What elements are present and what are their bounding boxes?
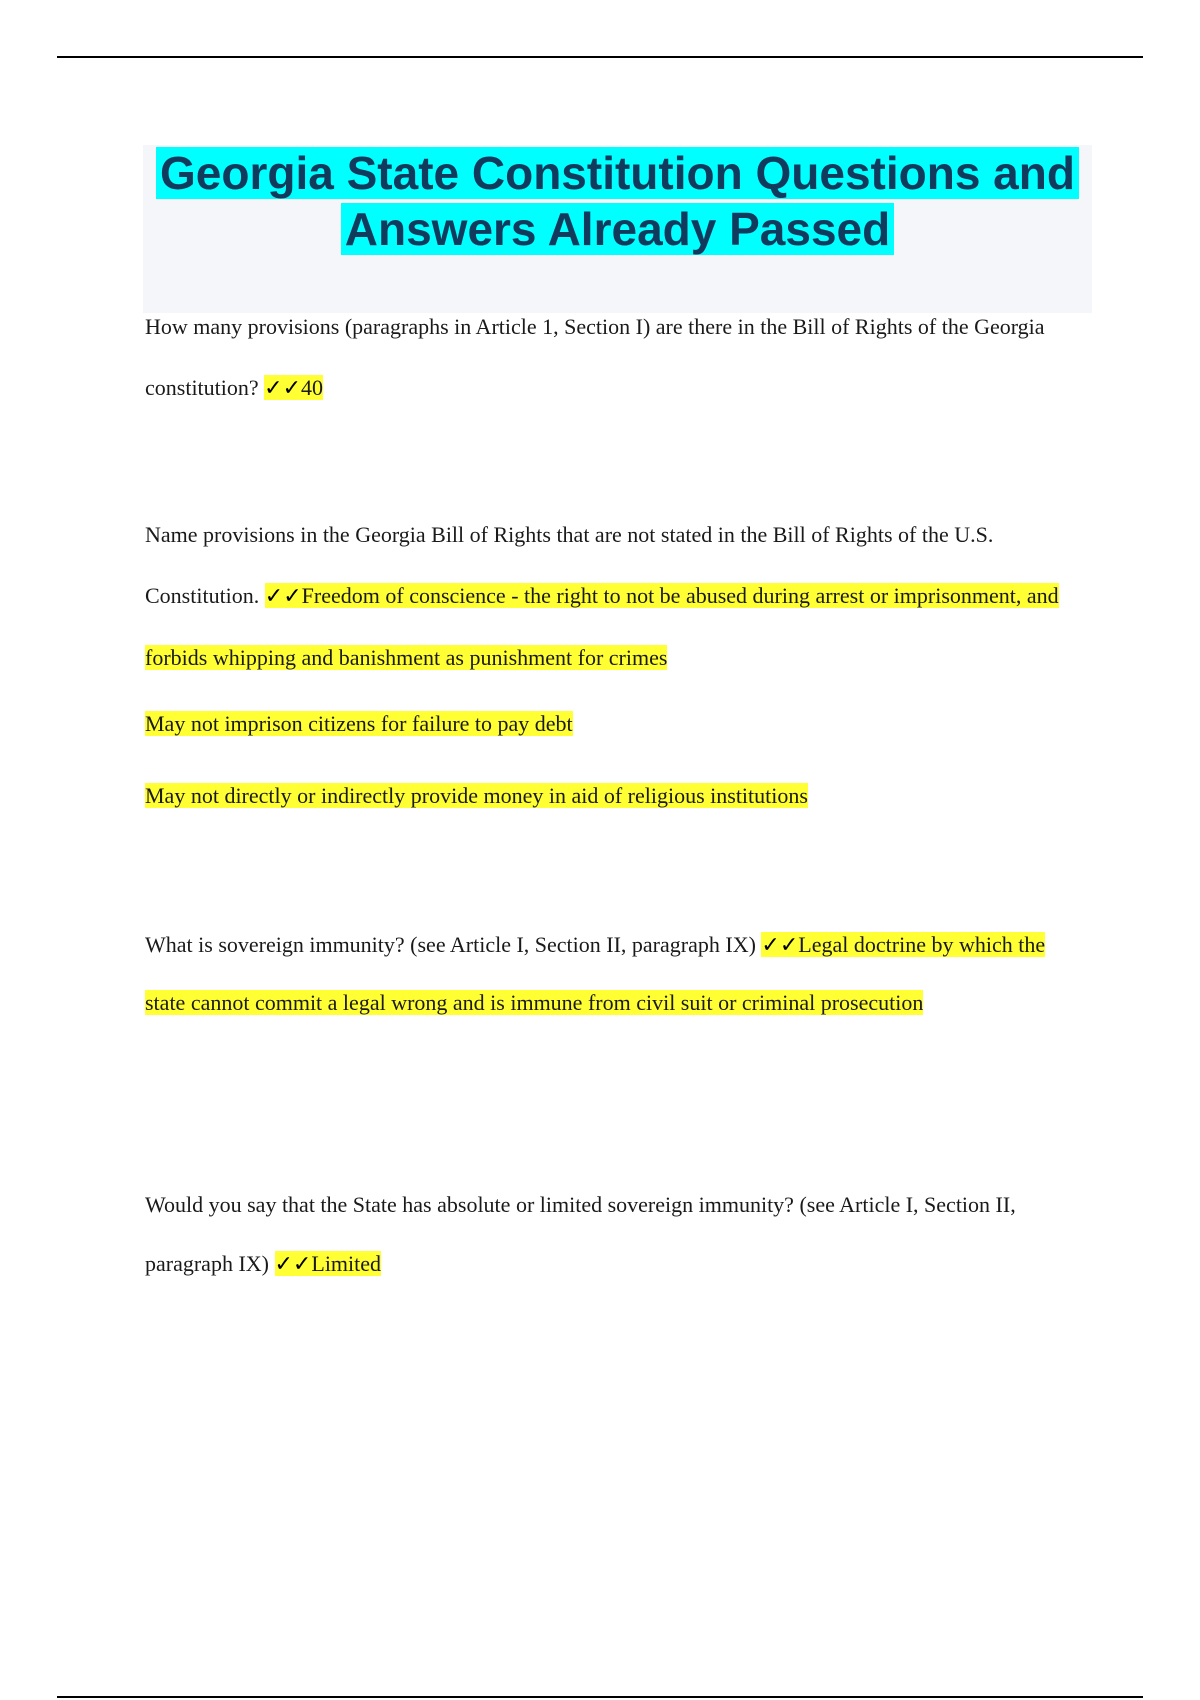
qa-paragraph xyxy=(145,504,1080,688)
title-block xyxy=(143,145,1092,313)
qa-item xyxy=(145,916,1080,1031)
double-check-icon: ✓✓ xyxy=(274,1252,312,1277)
answer-text: Limited xyxy=(311,1251,382,1276)
top-rule xyxy=(57,56,1143,58)
question-text: What is sovereign immunity? (see Article I, Section II, paragraph IX) xyxy=(145,932,756,957)
qa-item xyxy=(145,296,1080,419)
qa-paragraph xyxy=(145,1175,1080,1294)
qa-paragraph xyxy=(145,916,1080,1031)
answer-highlight xyxy=(145,583,1059,670)
answer-extra-text: May not imprison citizens for failure to pay debt xyxy=(145,711,573,736)
answer-extra-text: May not directly or indirectly provide money in aid of religious institutions xyxy=(145,783,808,808)
qa-item xyxy=(145,1175,1080,1294)
double-check-icon: ✓✓ xyxy=(761,933,799,958)
answer-highlight xyxy=(275,1251,382,1276)
answer-extra-line xyxy=(145,688,1080,760)
qa-paragraph xyxy=(145,296,1080,419)
answer-text: 40 xyxy=(301,375,324,400)
question-text: How many provisions (paragraphs in Article 1, Section I) are there in the Bill of Rights of the Georgia constitution? xyxy=(145,314,1045,400)
bottom-rule xyxy=(57,1696,1143,1698)
answer-text: Legal doctrine by which the state cannot commit a legal wrong and is immune from civil suit or criminal prosecution xyxy=(145,932,1046,1015)
double-check-icon: ✓✓ xyxy=(264,584,302,609)
answer-text: Freedom of conscience - the right to not be abused during arrest or imprisonment, and forbids whipping and banishment as punishment for crimes xyxy=(145,583,1059,670)
question-text: Would you say that the State has absolute or limited sovereign immunity? (see Article I, Section II, paragraph IX) xyxy=(145,1192,1016,1276)
question-text: Name provisions in the Georgia Bill of Rights that are not stated in the Bill of Rights of the U.S. Constitution. xyxy=(145,522,994,608)
answer-extra-line xyxy=(145,760,1080,832)
answer-highlight xyxy=(264,375,323,400)
qa-item xyxy=(145,504,1080,832)
double-check-icon: ✓✓ xyxy=(264,376,302,401)
document-title: Georgia State Constitution Questions and Answers Already Passed xyxy=(156,147,1079,255)
